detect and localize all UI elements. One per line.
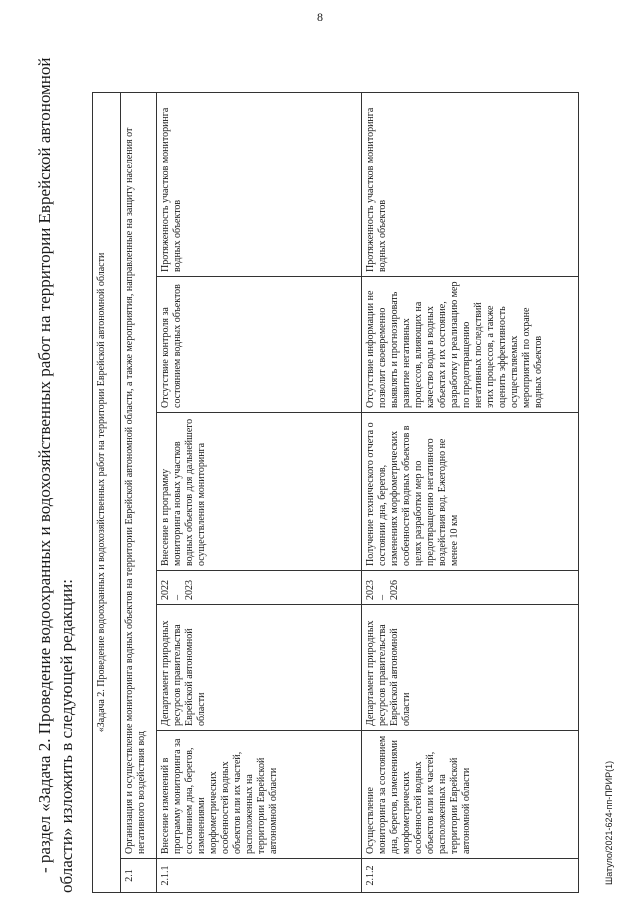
row-number: 2.1.2 [362, 859, 579, 893]
section-row [120, 92, 156, 892]
measure-cell: Осуществление мониторинга за состоянием дна, берегов, изменениями морфометрических особенностей водных объектов или их частей, расположенных на территории Еврейской автономной области [362, 731, 579, 859]
measures-table [92, 92, 579, 893]
period-cell: 2023 – 2026 [362, 571, 579, 605]
consequence-cell: Отсутствие контроля за состоянием водных объектов [156, 277, 361, 413]
table-row [156, 92, 361, 892]
section-title: Организация и осуществление мониторинга водных объектов на территории Еврейской автономной области, а также мероприятия, направленные на защиту населения от негативного воздействия вод [120, 92, 156, 858]
document-id: Шатуло/2021-624-пп-ПРИР(1) [604, 760, 614, 885]
table-row [362, 92, 579, 892]
result-cell: Внесение в программу мониторинга новых участков водных объектов для дальнейшего осуществления мониторинга [156, 413, 361, 571]
indicator-cell: Протяженность участков мониторинга водных объектов [362, 92, 579, 276]
indicator-cell: Протяженность участков мониторинга водных объектов [156, 92, 361, 276]
table-header: «Задача 2. Проведение водоохранных и водохозяйственных работ на территории Еврейской автономной области [93, 92, 121, 892]
page-number: 8 [317, 10, 323, 24]
result-cell: Получение технического отчета о состоянии дна, берегов, изменениях морфометрических особенностей водных объектов в целях разработки мер по предотвращению негативного воздействия вод. Ежегодно не менее 10 км [362, 413, 579, 571]
consequence-cell: Отсутствие информации не позволит своевременно выявлять и прогнозировать развитие негативных процессов, влияющих на качество воды в водных объектах и их состояние, разработку и реализацию мер по предотвращению негативных последствий этих процессов, а также оценить эффективность осуществляемых мероприятий по охране водных объектов [362, 277, 579, 413]
executor-cell: Департамент природных ресурсов правительства Еврейской автономной области [362, 605, 579, 731]
executor-cell: Департамент природных ресурсов правительства Еврейской автономной области [156, 605, 361, 731]
row-number: 2.1.1 [156, 859, 361, 893]
measure-cell: Внесение изменений в программу мониторинга за состоянием дна, берегов, изменениями морфометрических особенностей водных объектов или их частей, расположенных на территории Еврейской автономной области [156, 731, 361, 859]
intro-text: - раздел «Задача 2. Проведение водоохранных и водохозяйственных работ на территории Еврейской автономной области» изложить в следующей редакции: [35, 57, 76, 893]
table-header-row [93, 92, 121, 892]
rotated-content [34, 33, 582, 893]
section-number: 2.1 [120, 859, 156, 893]
period-cell: 2022 – 2023 [156, 571, 361, 605]
